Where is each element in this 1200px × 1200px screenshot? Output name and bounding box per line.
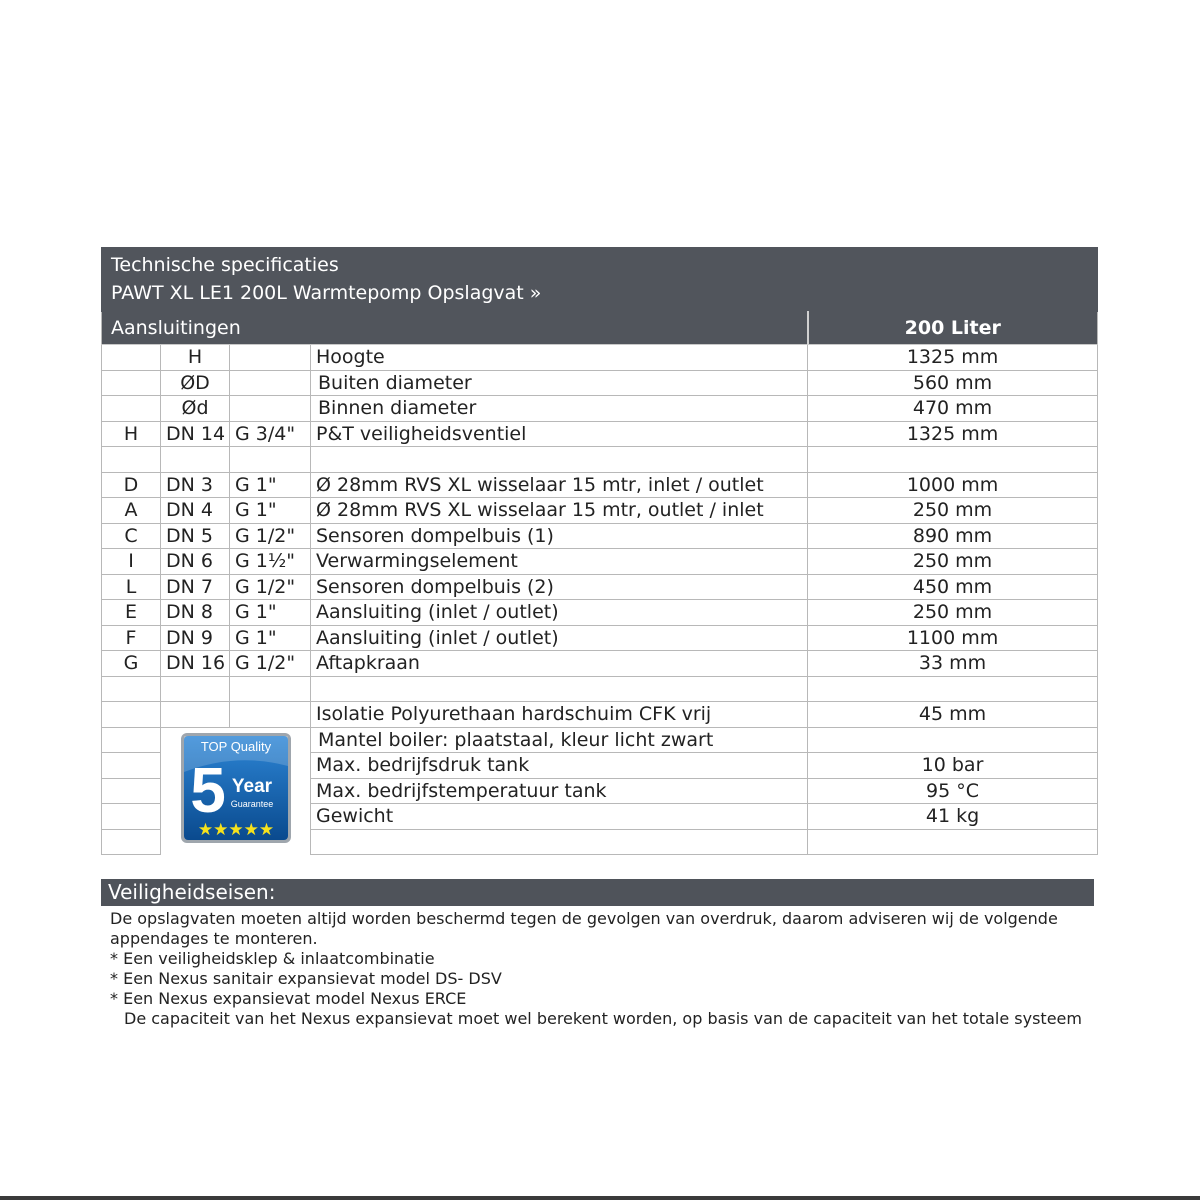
table-row <box>102 651 1098 677</box>
desc-cell: Max. bedrijfstemperatuur tank <box>311 778 808 804</box>
spec-table <box>101 247 1098 855</box>
dn-cell: ØD <box>161 370 230 396</box>
code-cell: A <box>102 498 161 524</box>
code-cell <box>102 829 161 855</box>
value-cell: 250 mm <box>808 600 1098 626</box>
code-cell <box>102 727 161 753</box>
badge-guarantee: Guarantee <box>230 798 274 809</box>
thread-cell <box>230 396 311 422</box>
value-cell: 33 mm <box>808 651 1098 677</box>
desc-cell <box>311 676 808 702</box>
thread-cell: G 1/2" <box>230 574 311 600</box>
code-cell <box>102 370 161 396</box>
code-cell: H <box>102 421 161 447</box>
table-row <box>102 625 1098 651</box>
code-cell <box>102 804 161 830</box>
code-cell <box>102 447 161 473</box>
desc-cell: Binnen diameter <box>311 396 808 422</box>
table-row <box>102 549 1098 575</box>
desc-cell: P&T veiligheidsventiel <box>311 421 808 447</box>
table-row <box>102 447 1098 473</box>
safety-bullet: * Een veiligheidsklep & inlaatcombinatie <box>110 949 435 968</box>
dn-cell: DN 3 <box>161 472 230 498</box>
table-row <box>102 370 1098 396</box>
thread-cell <box>230 676 311 702</box>
dn-cell <box>161 676 230 702</box>
guarantee-badge-icon <box>180 732 292 844</box>
code-cell <box>102 753 161 779</box>
desc-cell: Verwarmingselement <box>311 549 808 575</box>
table-row <box>102 472 1098 498</box>
thread-cell: G 1/2" <box>230 523 311 549</box>
code-cell: D <box>102 472 161 498</box>
table-row <box>102 498 1098 524</box>
desc-cell: Gewicht <box>311 804 808 830</box>
safety-section <box>101 879 1094 1029</box>
safety-bullet: * Een Nexus sanitair expansievat model DS- DSV <box>110 969 502 988</box>
desc-cell: Sensoren dompelbuis (1) <box>311 523 808 549</box>
table-row <box>102 523 1098 549</box>
dn-cell: DN 6 <box>161 549 230 575</box>
thread-cell: G 1/2" <box>230 651 311 677</box>
table-row <box>102 421 1098 447</box>
badge-number: 5 <box>190 753 226 826</box>
table-row <box>102 574 1098 600</box>
table-row <box>102 702 1098 728</box>
desc-cell <box>311 829 808 855</box>
dn-cell: DN 4 <box>161 498 230 524</box>
thread-cell <box>230 447 311 473</box>
value-cell <box>808 727 1098 753</box>
dn-cell: H <box>161 345 230 371</box>
dn-cell: DN 8 <box>161 600 230 626</box>
code-cell: I <box>102 549 161 575</box>
badge-top-text: TOP Quality <box>200 738 272 754</box>
thread-cell: G 1½" <box>230 549 311 575</box>
dn-cell <box>161 702 230 728</box>
safety-note: De capaciteit van het Nexus expansievat moet wel berekent worden, op basis van de capaciteit van het totale systeem <box>124 1009 1082 1028</box>
value-cell: 560 mm <box>808 370 1098 396</box>
thread-cell: G 3/4" <box>230 421 311 447</box>
value-cell: 95 °C <box>808 778 1098 804</box>
volume-label: 200 Liter <box>808 312 1098 345</box>
value-cell: 450 mm <box>808 574 1098 600</box>
spec-title-line2: PAWT XL LE1 200L Warmtepomp Opslagvat » <box>111 282 542 304</box>
guarantee-badge-cell <box>161 727 311 855</box>
value-cell: 250 mm <box>808 498 1098 524</box>
code-cell: L <box>102 574 161 600</box>
safety-intro-line: De opslagvaten moeten altijd worden beschermd tegen de gevolgen van overdruk, daarom adviseren wij de volgende <box>110 909 1058 928</box>
spec-title-row <box>102 248 1098 312</box>
code-cell: G <box>102 651 161 677</box>
value-cell: 470 mm <box>808 396 1098 422</box>
value-cell: 45 mm <box>808 702 1098 728</box>
value-cell: 1325 mm <box>808 421 1098 447</box>
value-cell <box>808 829 1098 855</box>
safety-heading: Veiligheidseisen: <box>101 879 1094 906</box>
table-row <box>102 676 1098 702</box>
code-cell: F <box>102 625 161 651</box>
code-cell <box>102 396 161 422</box>
value-cell: 890 mm <box>808 523 1098 549</box>
desc-cell: Isolatie Polyurethaan hardschuim CFK vrij <box>311 702 808 728</box>
table-row <box>102 345 1098 371</box>
desc-cell: Aansluiting (inlet / outlet) <box>311 600 808 626</box>
dn-cell: DN 7 <box>161 574 230 600</box>
value-cell: 1000 mm <box>808 472 1098 498</box>
bottom-divider <box>0 1196 1200 1200</box>
code-cell <box>102 676 161 702</box>
code-cell <box>102 702 161 728</box>
badge-stars: ★★★★★ <box>197 819 275 840</box>
code-cell <box>102 345 161 371</box>
value-cell: 1100 mm <box>808 625 1098 651</box>
desc-cell: Buiten diameter <box>311 370 808 396</box>
spec-title-line1: Technische specificaties <box>111 254 339 276</box>
desc-cell: Aftapkraan <box>311 651 808 677</box>
dn-cell: Ød <box>161 396 230 422</box>
thread-cell <box>230 702 311 728</box>
thread-cell: G 1" <box>230 498 311 524</box>
value-cell: 41 kg <box>808 804 1098 830</box>
code-cell: C <box>102 523 161 549</box>
dn-cell: DN 16 <box>161 651 230 677</box>
thread-cell <box>230 345 311 371</box>
code-cell: E <box>102 600 161 626</box>
value-cell <box>808 447 1098 473</box>
dn-cell: DN 9 <box>161 625 230 651</box>
spec-title <box>102 248 1098 312</box>
code-cell <box>102 778 161 804</box>
value-cell: 10 bar <box>808 753 1098 779</box>
value-cell: 1325 mm <box>808 345 1098 371</box>
table-row <box>102 396 1098 422</box>
dn-cell: DN 14 <box>161 421 230 447</box>
thread-cell: G 1" <box>230 472 311 498</box>
desc-cell: Aansluiting (inlet / outlet) <box>311 625 808 651</box>
safety-bullet: * Een Nexus expansievat model Nexus ERCE <box>110 989 467 1008</box>
desc-cell: Ø 28mm RVS XL wisselaar 15 mtr, inlet / outlet <box>311 472 808 498</box>
table-row <box>102 600 1098 626</box>
thread-cell: G 1" <box>230 625 311 651</box>
value-cell: 250 mm <box>808 549 1098 575</box>
value-cell <box>808 676 1098 702</box>
thread-cell: G 1" <box>230 600 311 626</box>
section-label: Aansluitingen <box>102 312 808 345</box>
dn-cell <box>161 447 230 473</box>
badge-year: Year <box>231 775 273 797</box>
desc-cell <box>311 447 808 473</box>
desc-cell: Sensoren dompelbuis (2) <box>311 574 808 600</box>
table-row <box>102 727 1098 753</box>
spec-subheader-row <box>102 312 1098 345</box>
safety-intro-line: appendages te monteren. <box>110 929 318 948</box>
thread-cell <box>230 370 311 396</box>
desc-cell: Ø 28mm RVS XL wisselaar 15 mtr, outlet / inlet <box>311 498 808 524</box>
dn-cell: DN 5 <box>161 523 230 549</box>
safety-body <box>101 906 1094 1029</box>
desc-cell: Max. bedrijfsdruk tank <box>311 753 808 779</box>
guarantee-badge <box>161 732 311 852</box>
desc-cell: Mantel boiler: plaatstaal, kleur licht zwart <box>311 727 808 753</box>
desc-cell: Hoogte <box>311 345 808 371</box>
